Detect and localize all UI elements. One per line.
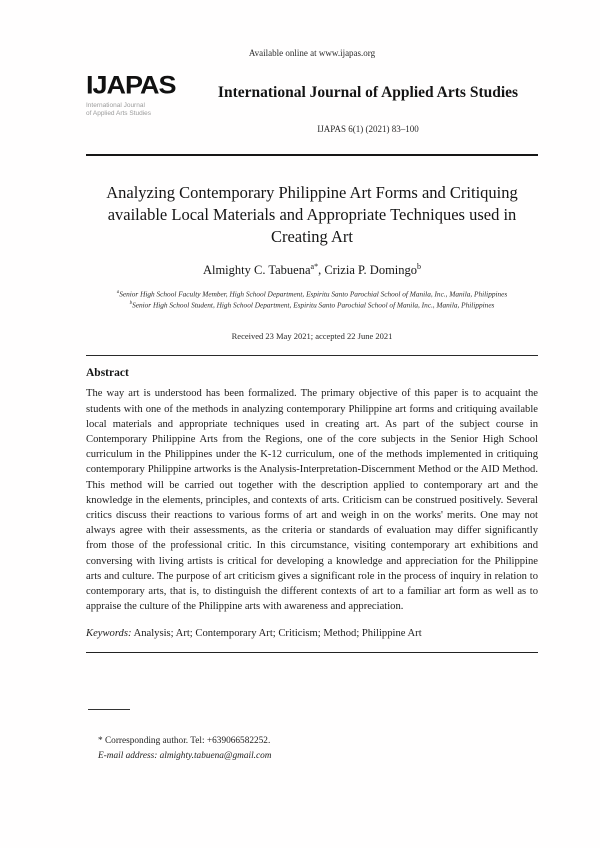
received-accepted-dates: Received 23 May 2021; accepted 22 June 2021: [231, 331, 393, 342]
author-2-superscript: b: [417, 262, 422, 272]
author-1-name: Almighty C. Tabuena: [202, 263, 311, 278]
logo-subtitle-line2: of Applied Arts Studies: [86, 110, 152, 118]
keywords-text: Analysis; Art; Contemporary Art; Criticism; Method; Philippine Art: [131, 627, 422, 639]
article-title: Analyzing Contemporary Philippine Art Forms and Critiquing available Local Materials and Appropriate Techniques used in Creating Art: [106, 183, 518, 246]
affiliation-1-superscript: a: [116, 290, 120, 296]
corresponding-author-email: E-mail address: almighty.tabuena@gmail.com: [98, 750, 272, 761]
logo-subtitle-line1: International Journal: [86, 102, 145, 109]
affiliation-1-text: Senior High School Faculty Member, High School Department, Espiritu Santo Parochial School of Manila, Inc., Manila, Philippines: [119, 289, 508, 299]
journal-title: International Journal of Applied Arts Studies: [217, 84, 519, 101]
keywords-line: [86, 628, 538, 639]
journal-logo: [86, 70, 198, 118]
header-divider: [86, 154, 538, 156]
abstract-top-divider: [86, 355, 538, 356]
abstract-bottom-divider: [86, 652, 538, 653]
journal-header-center: [198, 70, 538, 134]
affiliation-2-text: Senior High School Student, High School Department, Espiritu Santo Parochial School of Manila, Inc., Manila, Philippines: [132, 300, 495, 310]
journal-citation: IJAPAS 6(1) (2021) 83–100: [317, 124, 419, 134]
logo-subtitle: [86, 102, 198, 118]
corresponding-author-note: * Corresponding author. Tel: +639066582252.: [98, 735, 271, 746]
available-online-text: Available online at www.ijapas.org: [248, 48, 376, 58]
affiliation-1: [86, 289, 538, 300]
keywords-label: Keywords:: [86, 627, 132, 639]
footnote-divider: [88, 709, 130, 710]
footnote-block: [86, 734, 538, 765]
author-2-name: Crizia P. Domingo: [324, 263, 418, 278]
affiliation-2-superscript: b: [129, 301, 133, 307]
abstract-body: The way art is understood has been formalized. The primary objective of this paper is to acquaint the students with one of the methods in analyzing contemporary Philippine art forms and critiquing available local materials and appropriate techniques used in creating art. As part of the subject course in Contemporary Philippine Arts from the Regions, one of the core subjects in the Senior High School curriculum in the Philippines under the K-12 curriculum, one of the methods implemented in critiquing contemporary Philippine artworks is the Analysis-Interpretation-Discernment Method or the AID Method. This method will be carried out together with the description applied to contemporary art and the knowledge in the elements, principles, and contexts of arts. Criticism can be construed positively. Several critics discuss their reactions to various forms of art and weigh in on the works' merits. One may not always agree with their assessments, as the criteria or standards of evaluation may differ significantly from those of the professional critic. In this circumstance, visiting contemporary art exhibitions and conversing with living artists is critical for developing a knowledge and appreciation for the Philippine arts and culture. The purpose of art criticism gives a significant role in the process of inquiry in relation to contemporary arts, that is, to distinguish the different contexts of art to a familiar art form as well as to appraise the culture of the Philippine arts with awareness and appreciation.: [86, 388, 538, 613]
authors-line: [86, 262, 538, 278]
journal-header: [86, 70, 538, 134]
abstract-heading: Abstract: [86, 367, 129, 380]
affiliations: [86, 289, 538, 311]
author-1-superscript: a*: [310, 262, 319, 272]
author-separator: ,: [318, 263, 325, 278]
affiliation-2: [86, 300, 538, 311]
logo-acronym: IJAPAS: [86, 71, 176, 99]
